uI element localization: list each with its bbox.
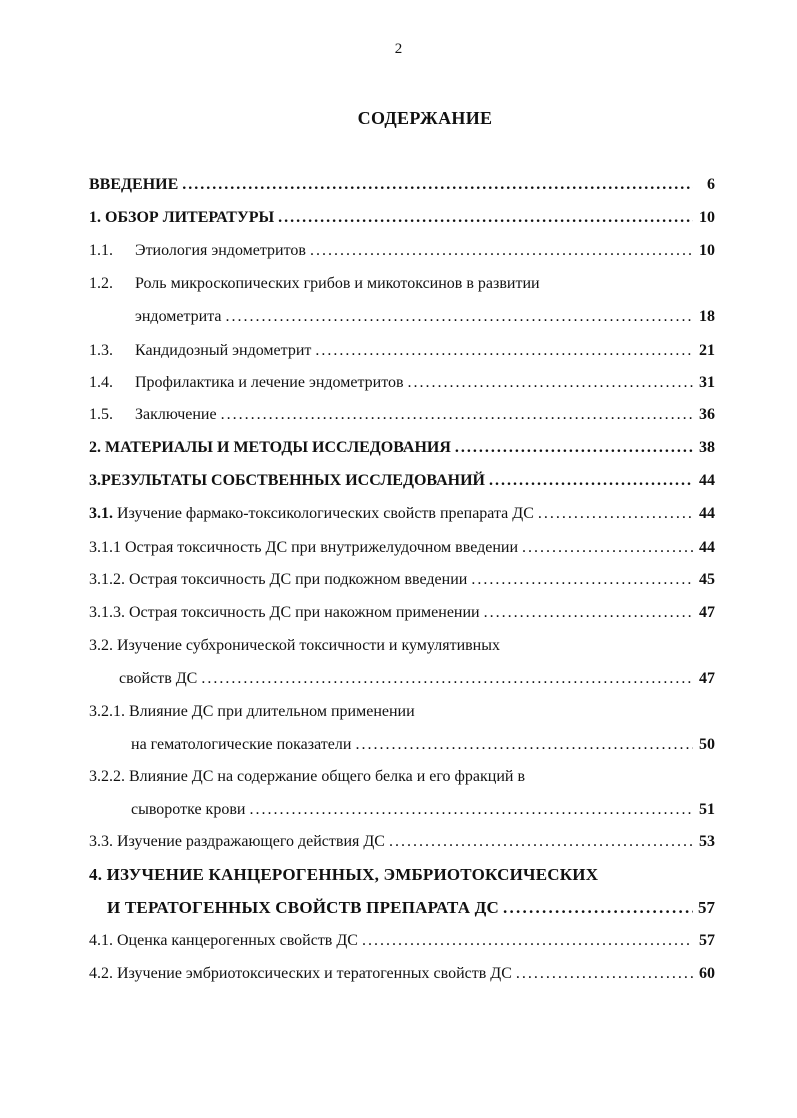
toc-entry-text: 3.1.1 Острая токсичность ДС при внутрижелудочном введении	[89, 539, 519, 556]
toc-entry-text: 1. ОБЗОР ЛИТЕРАТУРЫ	[89, 209, 275, 226]
toc-entry-text: 4.2. Изучение эмбриотоксических и тератогенных свойств ДС	[89, 965, 512, 982]
toc-entry-text: 3.2. Изучение субхронической токсичности и кумулятивных	[89, 637, 500, 654]
toc-entry-3-2-1[interactable]	[131, 735, 715, 755]
leader-dots	[522, 538, 693, 558]
leader-dots	[389, 832, 693, 852]
toc-entry-1-2[interactable]	[135, 307, 715, 327]
toc-entry-intro[interactable]	[89, 175, 715, 195]
toc-entry-1-5[interactable]	[89, 405, 715, 425]
toc-title: СОДЕРЖАНИЕ	[357, 108, 493, 128]
page-number: 2	[394, 41, 403, 57]
toc-entry-num: 1.3.	[89, 342, 113, 359]
toc-entry-1-1[interactable]	[89, 241, 715, 261]
toc-page-number: 44	[699, 539, 715, 556]
leader-dots	[315, 341, 693, 361]
toc-entry-3-2[interactable]	[119, 669, 715, 689]
toc-entry-4-line1[interactable]	[89, 865, 598, 885]
leader-dots	[249, 800, 693, 820]
leader-dots	[355, 735, 693, 755]
leader-dots	[538, 504, 693, 524]
toc-entry-3-1[interactable]	[89, 504, 715, 524]
toc-entry-text: 4. ИЗУЧЕНИЕ КАНЦЕРОГЕННЫХ, ЭМБРИОТОКСИЧЕСКИХ	[89, 865, 599, 884]
toc-entry-text: Профилактика и лечение эндометритов	[135, 374, 404, 391]
toc-entry-1[interactable]	[89, 208, 715, 228]
toc-entry-text: 3.1.3. Острая токсичность ДС при накожном применении	[89, 604, 480, 621]
toc-entry-text: Этиология эндометритов	[135, 242, 306, 259]
toc-page-number: 21	[699, 342, 715, 359]
toc-entry-num: 1.2.	[89, 275, 113, 292]
leader-dots	[471, 570, 693, 590]
toc-entry-text: Роль микроскопических грибов и микотоксинов в развитии	[135, 275, 540, 292]
toc-page-number: 18	[699, 308, 715, 325]
toc-page-number: 57	[699, 932, 715, 949]
toc-entry-text: И ТЕРАТОГЕННЫХ СВОЙСТВ ПРЕПАРАТА ДС	[107, 898, 499, 917]
toc-page-number: 45	[699, 571, 715, 588]
toc-entry-text: 3.1.2. Острая токсичность ДС при подкожном введении	[89, 571, 468, 588]
toc-page-number: 10	[699, 209, 715, 226]
toc-entry-3-1-1[interactable]	[89, 538, 715, 558]
toc-entry-3-2-2-line1[interactable]	[89, 767, 525, 787]
toc-entry-text: Заключение	[135, 406, 217, 423]
leader-dots	[310, 241, 693, 261]
toc-page-number: 57	[698, 898, 715, 917]
toc-entry-3-1-2[interactable]	[89, 570, 715, 590]
leader-dots	[221, 405, 693, 425]
toc-entry-text: 3.3. Изучение раздражающего действия ДС	[89, 833, 385, 850]
toc-entry-4-1[interactable]	[89, 931, 715, 951]
toc-page-number: 38	[699, 439, 715, 456]
toc-entry-3-3[interactable]	[89, 832, 715, 852]
toc-entry-1-2-line1[interactable]	[89, 274, 540, 294]
leader-dots	[362, 931, 693, 951]
toc-entry-text: 3.2.1. Влияние ДС при длительном применении	[89, 703, 415, 720]
toc-entry-4[interactable]	[107, 898, 715, 918]
toc-page-number: 50	[699, 736, 715, 753]
leader-dots	[226, 307, 693, 327]
leader-dots	[503, 898, 693, 918]
toc-page-number: 6	[707, 176, 715, 193]
toc-page-number: 53	[699, 833, 715, 850]
toc-entry-3-1-3[interactable]	[89, 603, 715, 623]
leader-dots	[489, 471, 693, 491]
leader-dots	[455, 438, 693, 458]
toc-entry-text: эндометрита	[135, 308, 222, 325]
leader-dots	[484, 603, 693, 623]
leader-dots	[182, 175, 693, 195]
toc-page-number: 10	[699, 242, 715, 259]
leader-dots	[278, 208, 693, 228]
toc-entry-text: свойств ДС	[119, 670, 198, 687]
leader-dots	[408, 373, 693, 393]
leader-dots	[201, 669, 693, 689]
toc-entry-num: 3.1.	[89, 505, 113, 522]
toc-entry-1-3[interactable]	[89, 341, 715, 361]
toc-entry-num: 1.4.	[89, 374, 113, 391]
toc-page-number: 51	[699, 801, 715, 818]
toc-entry-text: Изучение фармако-токсикологических свойств препарата ДС	[117, 505, 534, 522]
toc-page-number: 31	[699, 374, 715, 391]
toc-entry-3[interactable]	[89, 471, 715, 491]
toc-entry-text: 3.РЕЗУЛЬТАТЫ СОБСТВЕННЫХ ИССЛЕДОВАНИЙ	[89, 472, 485, 489]
toc-page-number: 47	[699, 670, 715, 687]
toc-page-number: 36	[699, 406, 715, 423]
toc-entry-3-2-2[interactable]	[131, 800, 715, 820]
toc-entry-text: Кандидозный эндометрит	[135, 342, 312, 359]
toc-entry-text: на гематологические показатели	[131, 736, 352, 753]
toc-entry-num: 1.5.	[89, 406, 113, 423]
toc-page-number: 47	[699, 604, 715, 621]
toc-entry-text: сыворотке крови	[131, 801, 246, 818]
toc-entry-text: ВВЕДЕНИЕ	[89, 176, 179, 193]
toc-page-number: 60	[699, 965, 715, 982]
toc-page-number: 44	[699, 505, 715, 522]
toc-entry-text: 3.2.2. Влияние ДС на содержание общего белка и его фракций в	[89, 768, 526, 785]
toc-entry-4-2[interactable]	[89, 964, 715, 984]
toc-entry-num: 1.1.	[89, 242, 113, 259]
leader-dots	[516, 964, 693, 984]
toc-page-number: 44	[699, 472, 715, 489]
toc-entry-3-2-1-line1[interactable]	[89, 702, 415, 722]
toc-entry-1-4[interactable]	[89, 373, 715, 393]
toc-entry-text: 4.1. Оценка канцерогенных свойств ДС	[89, 932, 358, 949]
toc-entry-3-2-line1[interactable]	[89, 636, 500, 656]
toc-entry-text: 2. МАТЕРИАЛЫ И МЕТОДЫ ИССЛЕДОВАНИЯ	[89, 439, 451, 456]
toc-entry-2[interactable]	[89, 438, 715, 458]
